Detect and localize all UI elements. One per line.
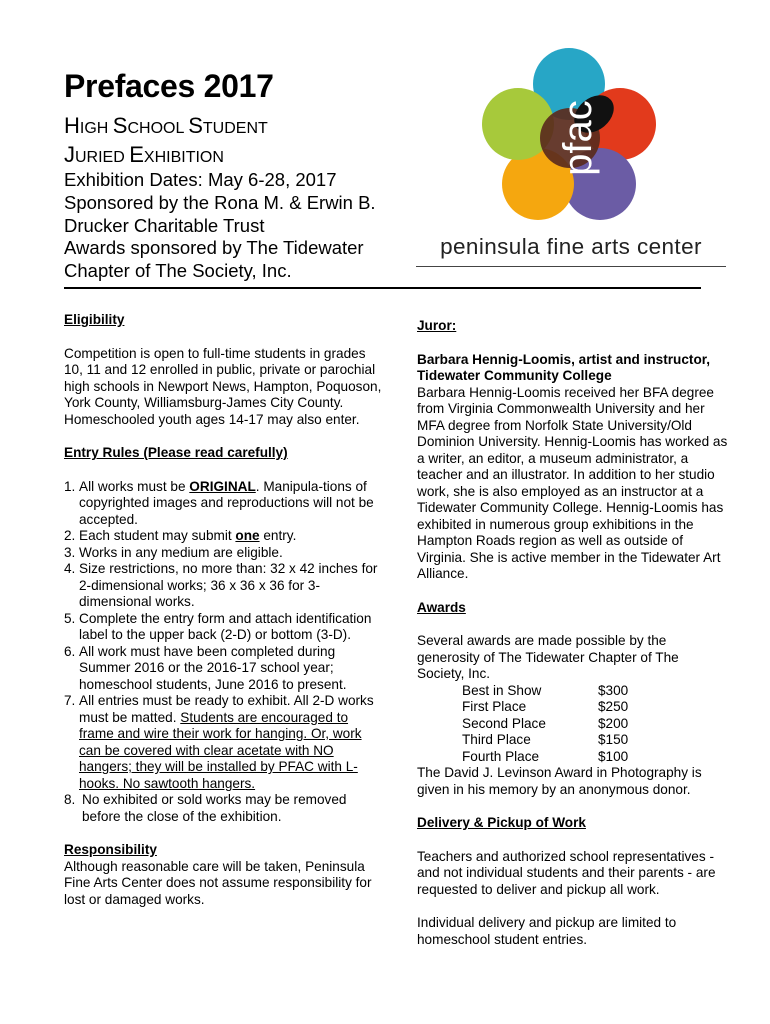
sponsor-text: Sponsored by the Rona M. & Erwin B. Drucker Charitable Trust [64, 192, 376, 236]
juror-name: Barbara Hennig-Loomis, artist and instructor, Tidewater Community College [417, 351, 711, 383]
rule-item: 5. Complete the entry form and attach identification label to the upper back (2-D) or bottom (3-D). [64, 610, 372, 642]
responsibility-text: Although reasonable care will be taken, Peninsula Fine Arts Center does not assume responsibility for lost or damaged works. [64, 858, 372, 907]
rule-item: 1. All works must be ORIGINAL. Manipula-tions of copyrighted images and reproductions will not be accepted. [64, 478, 374, 527]
eligibility-text: Competition is open to full-time students in grades 10, 11 and 12 enrolled in public, private or parochial high schools in Newport News, Hampton, Poquoson, York County, Williamsburg-James City County. Homeschooled youth ages 14-17 may also enter. [64, 345, 382, 427]
delivery-heading: Delivery & Pickup of Work [417, 815, 586, 830]
juror-bio: Barbara Hennig-Loomis received her BFA degree from Virginia Commonwealth University and her MFA degree from Norfolk State University/Old Dominion University. Hennig-Loomis has worked as a writer, an editor, a museum administrator, a teacher and an illustrator. In addition to her studio work, she is also employed as an instructor at a Tidewater Community College. Hennig-Loomis has exhibited in numerous group exhibitions in the Hampton Roads region as well as outside of Virginia. She is active member in the Tidewater Art Alliance. [417, 384, 728, 581]
rule-item: 7. All entries must be ready to exhibit. All 2-D works must be matted. Students are encouraged to frame and wire their work for hanging. Or, work can be covered with clear acetate with NO hangers; they will be installed by PFAC with L-hooks. No sawtooth hangers. [64, 693, 374, 791]
eligibility-heading: Eligibility [64, 312, 125, 327]
subtitle-line-2: JURIED EXHIBITION [64, 142, 224, 167]
brand-name: peninsula fine arts center [416, 234, 726, 267]
award-place: First Place [462, 699, 527, 714]
page-title: Prefaces 2017 [64, 68, 274, 104]
entry-rules-heading: Entry Rules (Please read carefully) [64, 445, 288, 460]
juror-heading: Juror: [417, 318, 457, 333]
award-row [462, 716, 628, 733]
award-amount: $150 [598, 732, 629, 747]
homeschool-delivery-text: Individual delivery and pickup are limited to homeschool student entries. [417, 915, 677, 947]
entry-rules-list [64, 479, 384, 826]
left-column [64, 312, 384, 908]
rule-item: 3. Works in any medium are eligible. [64, 544, 283, 560]
rule-item: 2. Each student may submit one entry. [64, 528, 297, 543]
awards-heading: Awards [417, 599, 466, 615]
award-place: Third Place [462, 732, 531, 747]
right-column [417, 318, 729, 948]
award-amount: $250 [598, 699, 629, 714]
rule-item: 8. No exhibited or sold works may be removed before the close of the exhibition. [64, 792, 347, 824]
awards-sponsor-text: Awards sponsored by The Tidewater Chapter of The Society, Inc. [64, 237, 364, 281]
pfac-logo [478, 46, 660, 228]
award-place: Best in Show [462, 682, 542, 698]
award-amount: $200 [598, 715, 629, 731]
awards-intro: Several awards are made possible by the generosity of The Tidewater Chapter of The Society, Inc. [417, 633, 679, 681]
subtitle-line-1: HIGH SCHOOL STUDENT [64, 113, 268, 138]
award-amount: $300 [598, 682, 629, 698]
award-place: Second Place [462, 715, 546, 731]
exhibition-dates: Exhibition Dates: May 6-28, 2017 [64, 169, 337, 190]
award-place: Fourth Place [462, 748, 540, 764]
rule-item: 6. All work must have been completed during Summer 2016 or the 2016-17 school year; homeschool students, June 2016 to present. [64, 643, 347, 692]
award-row [462, 749, 628, 766]
awards-table [462, 683, 628, 766]
levinson-award-text: The David J. Levinson Award in Photography is given in his memory by an anonymous donor. [417, 765, 702, 797]
header-divider [64, 287, 701, 289]
rule-item: 4. Size restrictions, no more than: 32 x 42 inches for 2-dimensional works; 36 x 36 x 36 for 3-dimensional works. [64, 561, 378, 609]
delivery-text: Teachers and authorized school representatives - and not individual students and their parents - are requested to deliver and pickup all work. [417, 848, 716, 897]
award-row [462, 732, 628, 749]
responsibility-heading: Responsibility [64, 842, 157, 857]
award-row [462, 683, 628, 700]
logo-wordmark: pfac [556, 100, 600, 176]
award-row [462, 699, 628, 716]
award-amount: $100 [598, 748, 629, 764]
